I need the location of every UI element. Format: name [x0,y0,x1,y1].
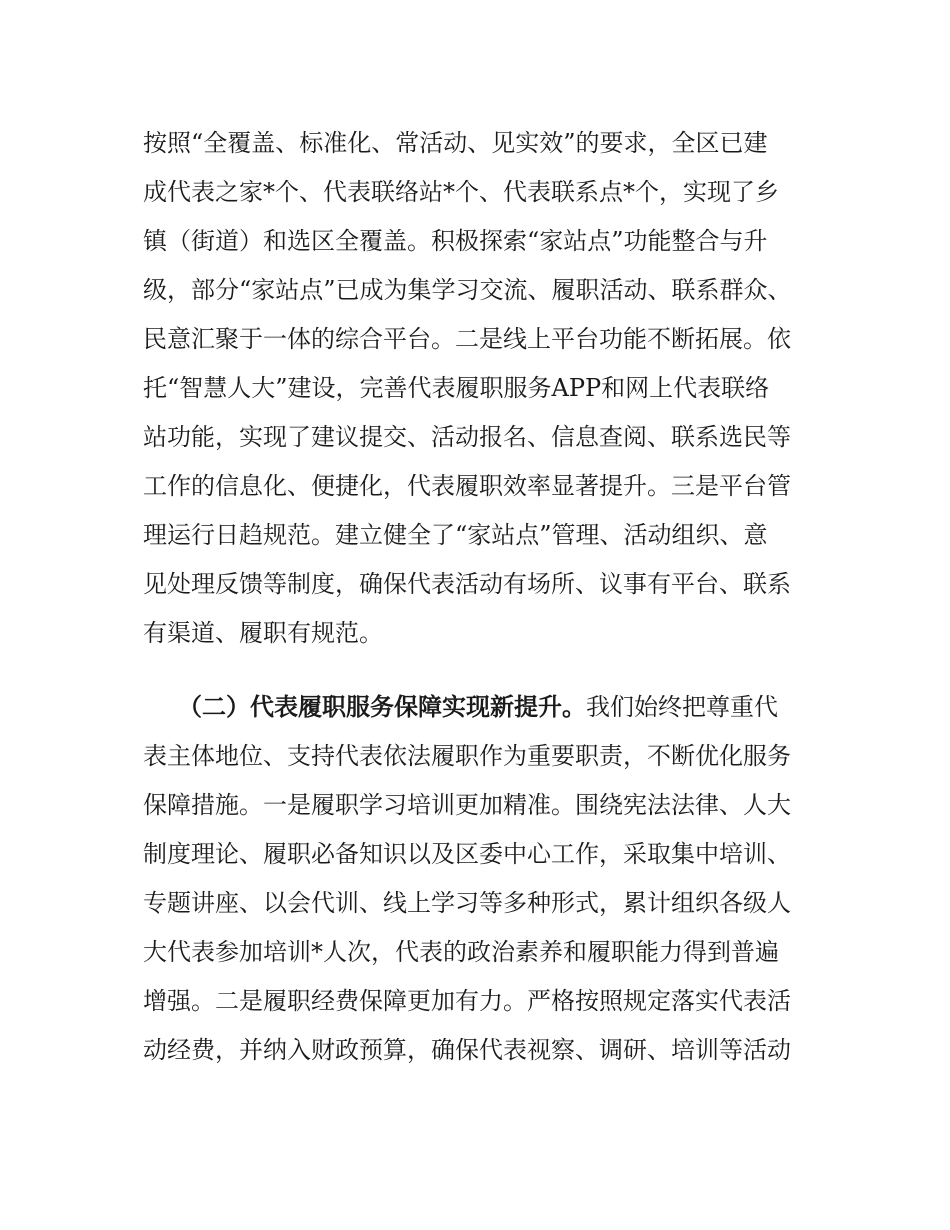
text-line: 托“智慧人大”建设，完善代表履职服务APP和网上代表联络 [143,374,770,402]
text-line: 理运行日趋规范。建立健全了“家站点”管理、活动组织、意 [143,521,768,549]
text-line: 保障措施。一是履职学习培训更加精准。围绕宪法法律、人大 [143,791,791,819]
text-line: 动经费，并纳入财政预算，确保代表视察、调研、培训等活动 [143,1036,791,1064]
text-line: 工作的信息化、便捷化，代表履职效率显著提升。三是平台管 [143,472,791,500]
text-line: 镇（街道）和选区全覆盖。积极探索“家站点”功能整合与升 [143,227,768,255]
text-line: 表主体地位、支持代表依法履职作为重要职责，不断优化服务 [143,742,791,770]
section-heading: （二）代表履职服务保障实现新提升。 [178,693,586,721]
paragraph-first-line [178,692,818,722]
text-line: 站功能，实现了建议提交、活动报名、信息查阅、联系选民等 [143,423,791,451]
text-line: 有渠道、履职有规范。 [143,619,383,647]
text-line: 成代表之家*个、代表联络站*个、代表联系点*个，实现了乡 [143,178,779,206]
text-line: 见处理反馈等制度，确保代表活动有场所、议事有平台、联系 [143,570,791,598]
text-line: 制度理论、履职必备知识以及区委中心工作，采取集中培训、 [143,840,791,868]
text-line: 大代表参加培训*人次，代表的政治素养和履职能力得到普遍 [143,938,779,966]
text-line: 级，部分“家站点”已成为集学习交流、履职活动、联系群众、 [143,276,792,304]
text-line: 增强。二是履职经费保障更加有力。严格按照规定落实代表活 [143,987,791,1015]
text-line: 按照“全覆盖、标准化、常活动、见实效”的要求，全区已建 [143,129,768,157]
text-line: 专题讲座、以会代训、线上学习等多种形式，累计组织各级人 [143,889,791,917]
text-line: 民意汇聚于一体的综合平台。二是线上平台功能不断拓展。依 [143,325,791,353]
heading-continuation: 我们始终把尊重代 [586,693,778,721]
